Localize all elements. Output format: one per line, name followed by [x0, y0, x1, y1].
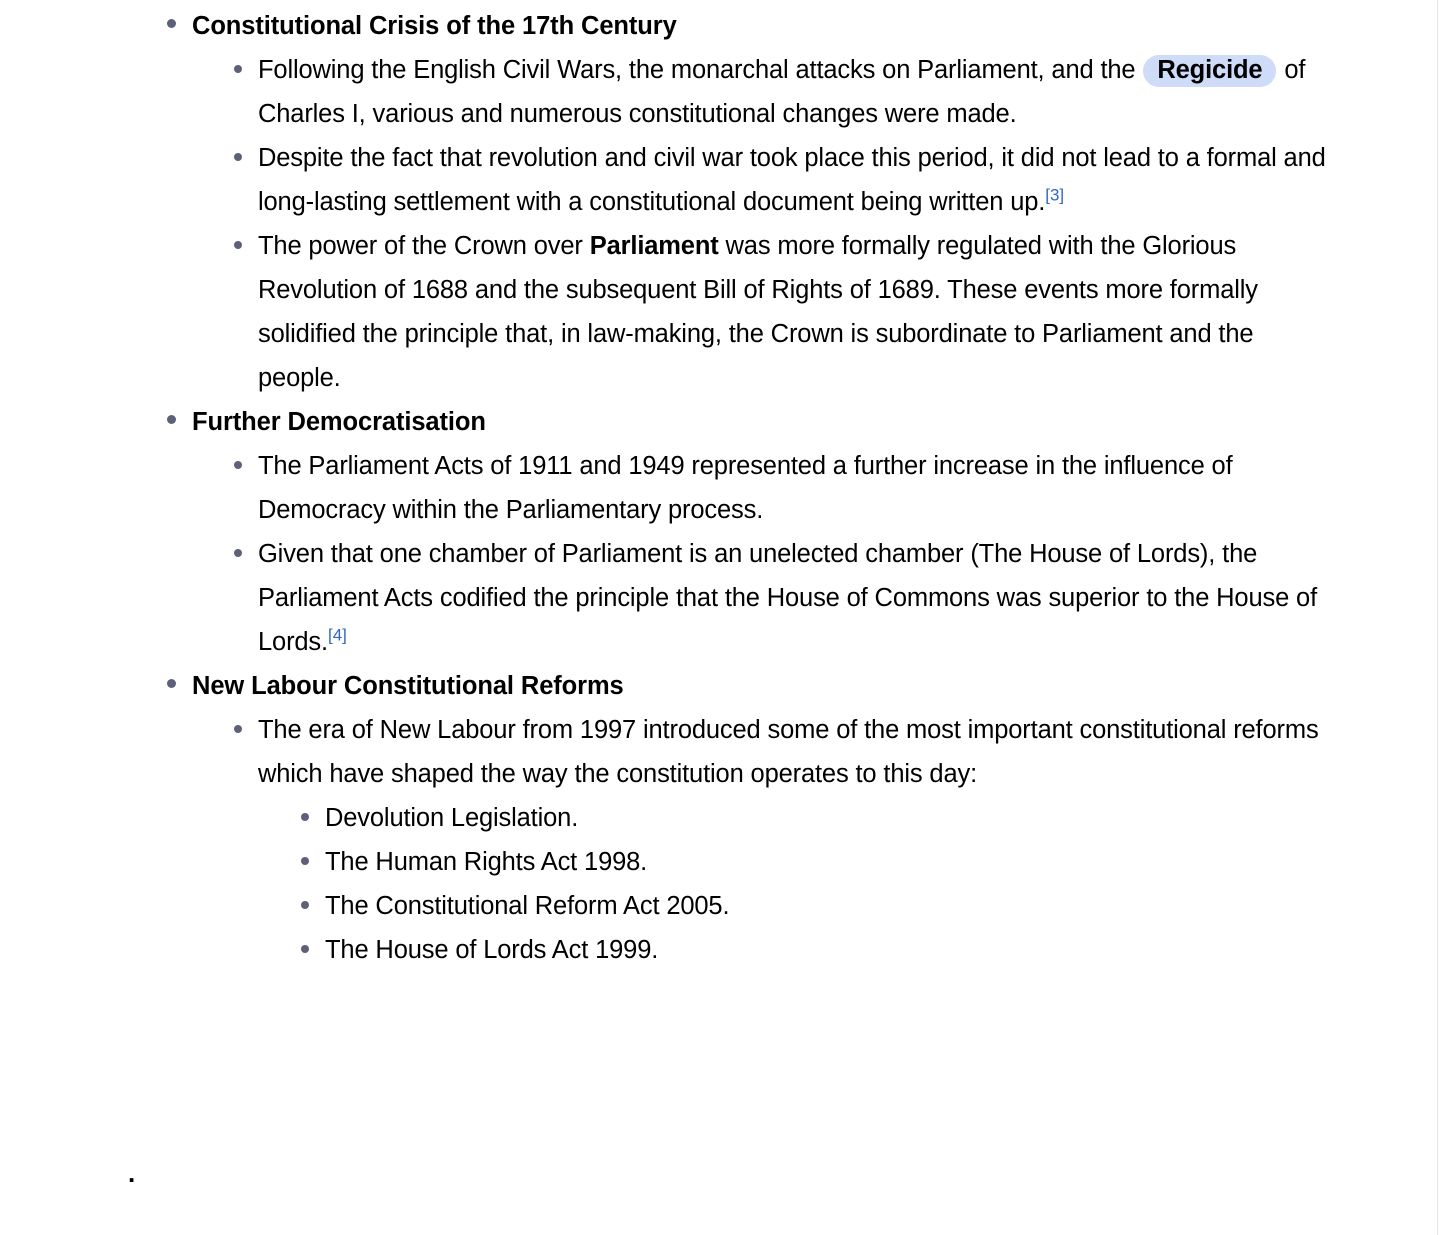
bullet-marker-icon [301, 857, 309, 865]
text-fragment: The Parliament Acts of 1911 and 1949 represented a further increase in the influence of Democracy within the Parliamentary process. [258, 452, 1233, 524]
list-item [258, 884, 1420, 928]
bullet-marker-icon [167, 415, 176, 424]
reference-link-4[interactable]: [4] [327, 625, 347, 645]
bullet-marker-icon [234, 549, 242, 557]
bullet-marker-icon [301, 813, 309, 821]
page-right-edge [1437, 0, 1438, 1235]
list-item-text [258, 48, 1326, 136]
list-item [192, 136, 1420, 224]
bullet-marker-icon [167, 19, 176, 28]
bullet-marker-icon [301, 901, 309, 909]
list-item [258, 928, 1420, 972]
list-item [192, 48, 1420, 136]
emphasis-parliament: Parliament [589, 232, 719, 260]
text-fragment: of Charles I, various and numerous constitutional changes were made. [258, 56, 1306, 128]
bullet-marker-icon [234, 241, 242, 249]
outline-section-2 [0, 400, 1420, 664]
section-heading: Further Democratisation [192, 408, 486, 436]
list-item-text: Devolution Legislation. [325, 804, 579, 832]
section-heading: Constitutional Crisis of the 17th Century [192, 12, 677, 40]
new-labour-reforms-sublist [258, 796, 1420, 972]
bullet-marker-icon [234, 725, 242, 733]
section-heading: New Labour Constitutional Reforms [192, 672, 624, 700]
list-item-text: The Human Rights Act 1998. [325, 848, 648, 876]
bullet-marker-icon [301, 945, 309, 953]
text-fragment: Given that one chamber of Parliament is an unelected chamber (The House of Lords), the Parliament Acts codified the principle that the House of Commons was superior to the House of Lords. [258, 540, 1318, 656]
section-1-sublist [192, 48, 1420, 400]
section-2-sublist [192, 444, 1420, 664]
outline-list [0, 4, 1420, 972]
bullet-marker-icon [167, 679, 176, 688]
outline-section-1 [0, 4, 1420, 400]
list-item [192, 532, 1420, 664]
list-item-text [258, 224, 1326, 400]
text-fragment: was more formally regulated with the Glorious Revolution of 1688 and the subsequent Bill of Rights of 1689. These events more formally solidified the principle that, in law-making, the Crown is subordinate to Parliament and the people. [258, 232, 1258, 392]
bullet-marker-icon [234, 65, 242, 73]
list-item [258, 840, 1420, 884]
reference-link-3[interactable]: [3] [1045, 185, 1065, 205]
text-fragment: Despite the fact that revolution and civil war took place this period, it did not lead to a formal and long-lasting settlement with a constitutional document being written up. [258, 144, 1326, 216]
bullet-marker-icon [234, 153, 242, 161]
list-item [192, 708, 1420, 972]
list-item-text: The Constitutional Reform Act 2005. [325, 892, 730, 920]
list-item [258, 796, 1420, 840]
outline-section-3 [0, 664, 1420, 972]
list-item-text: The House of Lords Act 1999. [325, 936, 659, 964]
section-3-sublist [192, 708, 1420, 972]
regicide-link-pill[interactable]: Regicide [1143, 55, 1276, 87]
text-fragment: Following the English Civil Wars, the monarchal attacks on Parliament, and the [258, 56, 1143, 84]
bullet-marker-icon [234, 461, 242, 469]
list-item-text [258, 708, 1326, 796]
trailing-period-mark: . [128, 1158, 136, 1188]
list-item-text [258, 532, 1326, 664]
list-item [192, 224, 1420, 400]
list-item [192, 444, 1420, 532]
text-fragment: The power of the Crown over [258, 232, 590, 260]
text-fragment: The era of New Labour from 1997 introduced some of the most important constitutional reforms which have shaped the way the constitution operates to this day: [258, 716, 1319, 788]
list-item-text [258, 136, 1326, 224]
list-item-text [258, 444, 1326, 532]
